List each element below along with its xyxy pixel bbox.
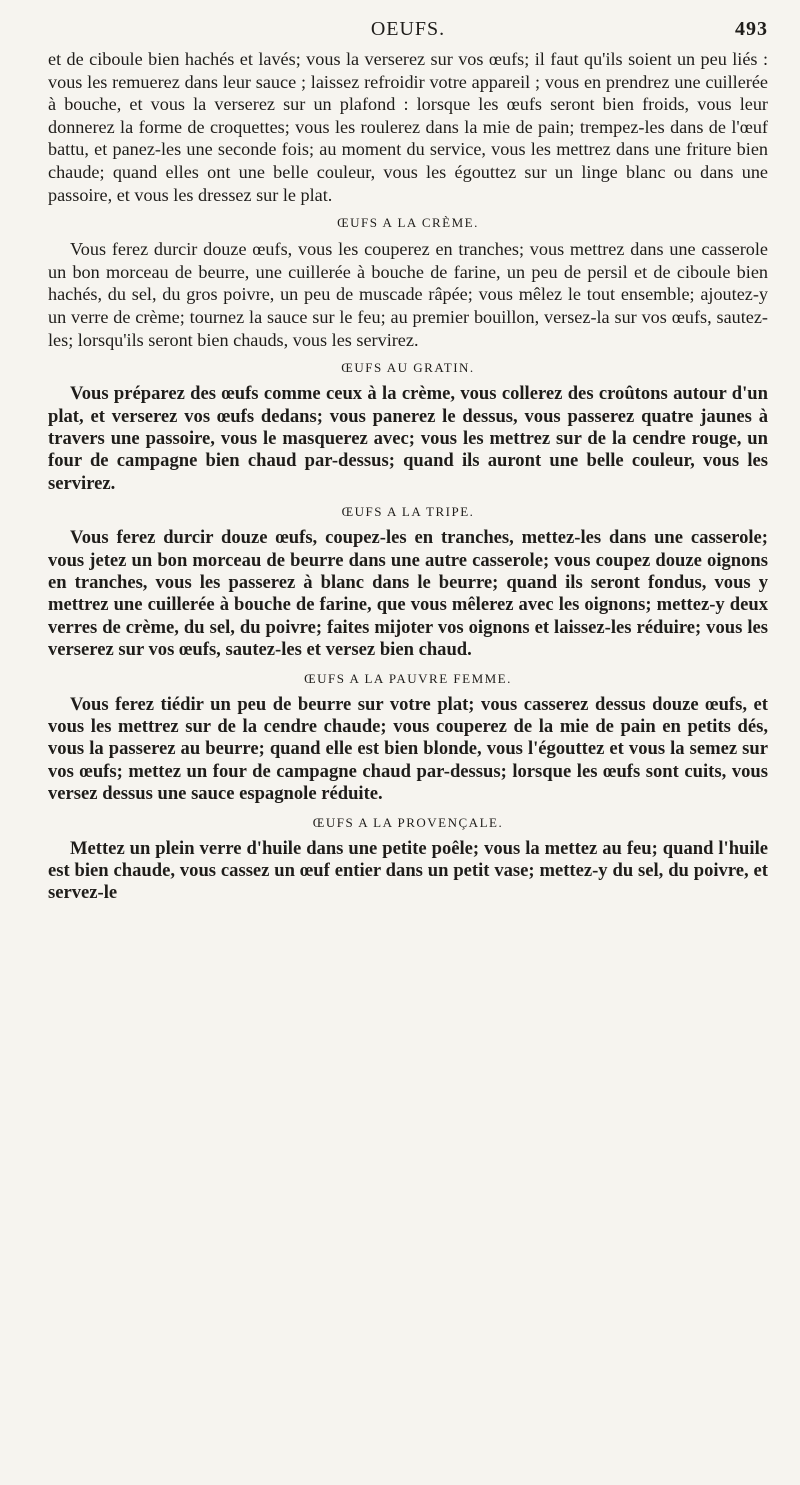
- section-text-gratin: Vous préparez des œufs comme ceux à la crème, vous collerez des croûtons autour d'un plat, et verserez vos œufs dedans; vous panerez le dessus, vous passerez quatre jaunes à travers une passoire, vous le masquerez avec; vous les mettrez sur de la cendre rouge, un four de campagne bien chaud par-dessus; quand ils auront une belle couleur, vous les servirez.: [48, 383, 768, 494]
- section-text-pauvre-femme: Vous ferez tiédir un peu de beurre sur votre plat; vous casserez dessus douze œufs, et vous les mettrez sur de la cendre chaude; vous couperez de la mie de pain en petits dés, vous la passerez au beurre; quand elle est bien blonde, vous l'égouttez et vous la semez sur vos œufs; mettez un four de campagne chaud par-dessus; lorsque les œufs sont cuits, vous versez dessus une sauce espagnole réduite.: [48, 693, 768, 805]
- section-text-provencale: Mettez un plein verre d'huile dans une petite poêle; vous la mettez au feu; quand l'huile est bien chaude, vous cassez un œuf entier dans un petit vase; mettez-y du sel, du poivre, et servez-le: [48, 837, 768, 904]
- section-text-creme: Vous ferez durcir douze œufs, vous les couperez en tranches; vous mettrez dans une casserole un bon morceau de beurre, une cuillerée à bouche de farine, un peu de persil et de ciboule bien hachés, du sel, du gros poivre, un peu de muscade râpée; vous mêlez le tout ensemble; ajoutez-y un verre de crème; tournez la sauce sur le feu; au premier bouillon, versez-la sur vos œufs, sautez-les; lorsqu'ils seront bien chauds, vous les servirez.: [48, 239, 768, 350]
- section-title-gratin: ŒUFS AU GRATIN.: [341, 360, 475, 376]
- running-title: OEUFS.: [370, 18, 446, 40]
- running-head: [48, 18, 768, 48]
- section-title-creme: ŒUFS A LA CRÈME.: [337, 215, 479, 231]
- section-title-tripe: ŒUFS A LA TRIPE.: [341, 504, 475, 520]
- book-page: [48, 18, 768, 905]
- page-number: 493: [735, 18, 768, 40]
- section-title-pauvre-femme: ŒUFS A LA PAUVRE FEMME.: [304, 670, 512, 686]
- section-title-provencale: ŒUFS A LA PROVENÇALE.: [312, 814, 504, 830]
- intro-paragraph: et de ciboule bien hachés et lavés; vous la verserez sur vos œufs; il faut qu'ils soient un peu liés : vous les remuerez dans leur sauce ; laissez refroidir votre appareil ; vous en prendrez une cuillerée à bouche, et vous la verserez sur un plafond : lorsque les œufs seront bien froids, vous leur donnerez la forme de croquettes; vous les roulerez dans la mie de pain; trempez-les dans de l'œuf battu, et panez-les une seconde fois; au moment du service, vous les mettrez dans une friture bien chaude; quand elles ont une belle couleur, vous les égouttez sur un linge blanc ou dans une passoire, et vous les dressez sur le plat.: [48, 49, 768, 205]
- section-text-tripe: Vous ferez durcir douze œufs, coupez-les en tranches, mettez-les dans une casserole; vous jetez un bon morceau de beurre dans une autre casserole; vous coupez douze oignons en tranches, vous les passerez à blanc dans le beurre; quand ils seront fondus, vous y mettrez une cuillerée à bouche de farine, que vous mêlerez avec les oignons; mettez-y deux verres de crème, du sel, du poivre; faites mijoter vos oignons et laissez-les réduire; vous les verserez sur vos œufs, sautez-les et versez bien chaud.: [48, 527, 768, 661]
